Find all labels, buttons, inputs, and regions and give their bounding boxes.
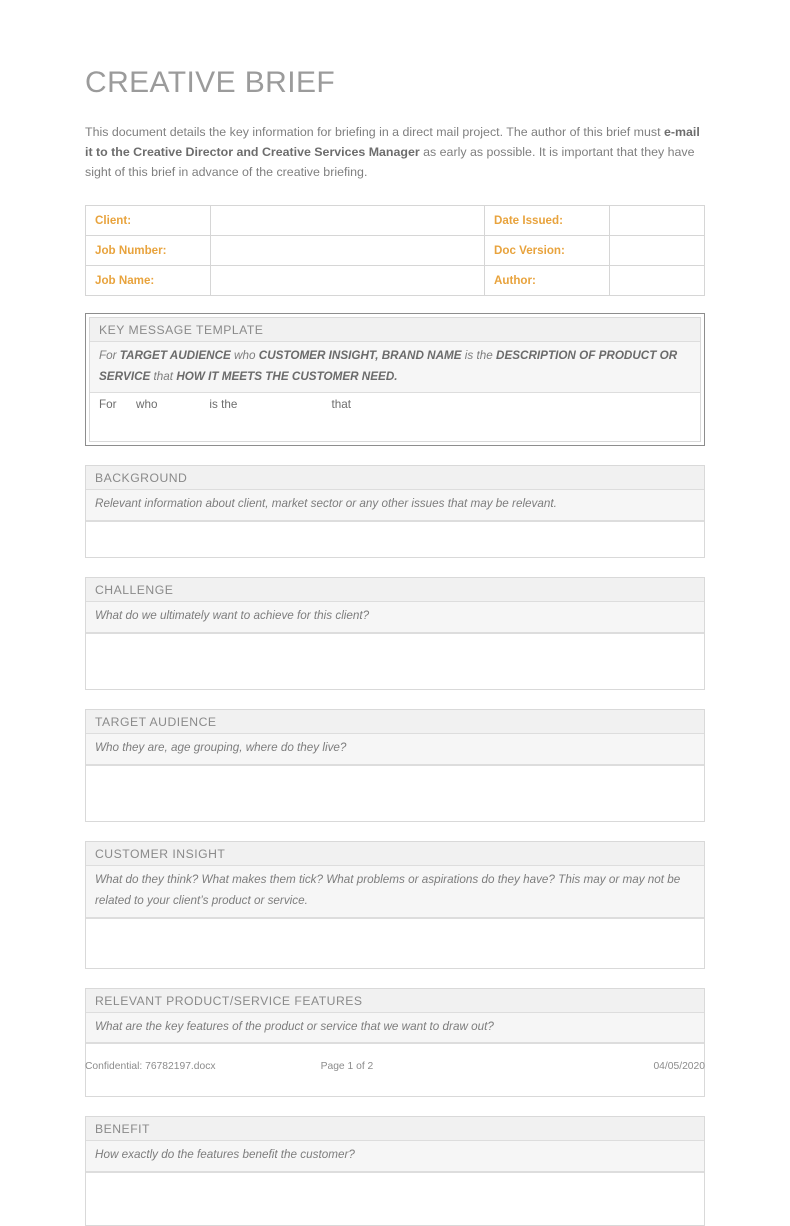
section-heading-background: BACKGROUND xyxy=(86,466,704,490)
field-input-2-right[interactable] xyxy=(610,265,705,295)
field-label-2-left: Job Name: xyxy=(86,265,211,295)
section-hint-target-audience: Who they are, age grouping, where do they live? xyxy=(86,734,704,765)
field-label-2-right: Author: xyxy=(485,265,610,295)
sections-container xyxy=(85,465,705,1226)
table-row xyxy=(86,235,705,265)
page-title: CREATIVE BRIEF xyxy=(85,66,336,99)
key-message-hint xyxy=(90,342,700,394)
section-answer-field-background[interactable] xyxy=(86,521,704,558)
plain-text: This document details the key information for briefing in a direct mail project. The author of this brief must xyxy=(85,124,664,139)
plain-text: that xyxy=(150,369,177,383)
section-target-audience xyxy=(85,709,705,822)
section-heading-customer-insight: CUSTOMER INSIGHT xyxy=(86,842,704,866)
key-message-inner xyxy=(89,317,701,394)
section-challenge xyxy=(85,577,705,690)
section-heading-benefit: BENEFIT xyxy=(86,1117,704,1141)
section-hint-relevant-product-service-features: What are the key features of the product or service that we want to draw out? xyxy=(86,1013,704,1044)
section-heading-challenge: CHALLENGE xyxy=(86,578,704,602)
section-hint-benefit: How exactly do the features benefit the customer? xyxy=(86,1141,704,1172)
key-message-answer-field[interactable]: For who is the that xyxy=(89,393,701,442)
section-answer-field-benefit[interactable] xyxy=(86,1172,704,1226)
section-answer-field-target-audience[interactable] xyxy=(86,765,704,822)
section-heading-relevant-product-service-features: RELEVANT PRODUCT/SERVICE FEATURES xyxy=(86,989,704,1013)
field-input-0-left[interactable] xyxy=(211,205,485,235)
section-hint-challenge: What do we ultimately want to achieve for this client? xyxy=(86,602,704,633)
plain-text: as early as possible. It is important that they have sight of this brief in advance of the creative briefing. xyxy=(85,144,695,179)
field-label-0-right: Date Issued: xyxy=(485,205,610,235)
page-footer xyxy=(85,1061,705,1072)
section-relevant-product-service-features xyxy=(85,988,705,1098)
section-background xyxy=(85,465,705,558)
key-message-heading: KEY MESSAGE TEMPLATE xyxy=(90,318,700,342)
field-label-1-left: Job Number: xyxy=(86,235,211,265)
intro-paragraph xyxy=(85,122,705,182)
field-label-1-right: Doc Version: xyxy=(485,235,610,265)
field-input-1-left[interactable] xyxy=(211,235,485,265)
field-input-1-right[interactable] xyxy=(610,235,705,265)
section-customer-insight xyxy=(85,841,705,969)
section-heading-target-audience: TARGET AUDIENCE xyxy=(86,710,704,734)
emphasis-text: HOW IT MEETS THE CUSTOMER NEED. xyxy=(176,369,398,383)
plain-text: who xyxy=(230,348,259,362)
plain-text: For xyxy=(99,348,120,362)
field-label-0-left: Client: xyxy=(86,205,211,235)
plain-text: is the xyxy=(461,348,496,362)
section-hint-customer-insight: What do they think? What makes them tick? What problems or aspirations do they have? This may or may not be related to your client’s product or service. xyxy=(86,866,704,918)
brief-info-table xyxy=(85,205,705,296)
emphasis-text: DESCRIPTION OF PRODUCT OR SERVICE xyxy=(99,348,678,383)
section-answer-field-customer-insight[interactable] xyxy=(86,918,704,969)
section-hint-background: Relevant information about client, market sector or any other issues that may be relevant. xyxy=(86,490,704,521)
field-input-0-right[interactable] xyxy=(610,205,705,235)
emphasis-text: CUSTOMER INSIGHT, BRAND NAME xyxy=(258,348,462,362)
emphasis-text: e-mail it to the Creative Director and Creative Services Manager xyxy=(85,124,700,159)
footer-page-number: Page 1 of 2 xyxy=(320,1061,374,1072)
table-row xyxy=(86,265,705,295)
field-input-2-left[interactable] xyxy=(211,265,485,295)
info-table-body xyxy=(86,205,705,295)
footer-confidential: Confidential: 76782197.docx xyxy=(85,1061,216,1072)
table-row xyxy=(86,205,705,235)
key-message-block xyxy=(85,313,705,447)
emphasis-text: TARGET AUDIENCE xyxy=(119,348,231,362)
footer-date: 04/05/2020 xyxy=(653,1061,705,1072)
section-benefit xyxy=(85,1116,705,1226)
section-answer-field-challenge[interactable] xyxy=(86,633,704,690)
